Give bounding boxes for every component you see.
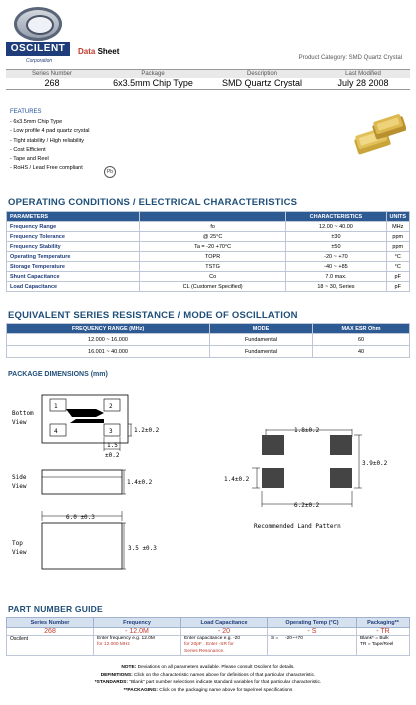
product-category: Product Category: SMD Quartz Crystal	[298, 55, 402, 61]
param-link[interactable]: Frequency Range	[7, 222, 140, 232]
series-number: 268	[44, 78, 60, 88]
pin-label: 1	[54, 403, 58, 410]
param-link[interactable]: Load Capacitance	[7, 282, 140, 292]
table-row: Operating Temperature TOPR -20 ~ +70 °C	[7, 252, 410, 262]
note-line: *STANDARDS: "Blank" part number selections indicate standard variables for that particular characteristic.	[94, 680, 322, 686]
svg-text:View: View	[12, 419, 27, 426]
table-header-row: Series Number Frequency Load Capacitance Operating Temp (°C) Packaging**	[7, 618, 410, 628]
dim-height: 1.4±0.2	[127, 479, 153, 486]
param-link[interactable]: Frequency Stability	[7, 242, 140, 252]
feature-item: - Tight stability / High reliability	[10, 137, 84, 144]
part-desc-row: Oscilent Enter frequency e.g. 12.0M for 12.000 MHz Enter capacitance e.g. -20 for 20pF . Enter -SR for Series Resonance. S = -20~+70 Blank* = Bulk TR = Tape/Reel	[7, 636, 410, 656]
feature-item: - Tape and Reel	[10, 156, 49, 163]
pin-label: 3	[109, 428, 113, 435]
land-pad	[262, 435, 284, 455]
dim-land-right: 3.9±0.2	[362, 460, 388, 467]
dim-land-bottom: 6.2±0.2	[294, 502, 320, 509]
top-view-label: Top	[12, 540, 23, 547]
code-temp: - S	[268, 628, 357, 636]
dim-pad-width: 1.2±0.2	[134, 427, 160, 434]
package-drawing	[0, 385, 416, 595]
features-title: FEATURES	[10, 109, 42, 115]
param-link[interactable]: Frequency Tolerance	[7, 232, 140, 242]
pin-label: 2	[109, 403, 113, 410]
param-link[interactable]: Storage Temperature	[7, 262, 140, 272]
note-line: **PACKAGING: Click on the packaging name above for tape/reel specifications	[123, 687, 293, 693]
op-conditions-title: OPERATING CONDITIONS / ELECTRICAL CHARACTERISTICS	[8, 197, 298, 208]
dim-pad-gap-tol: ±0.2	[105, 452, 120, 459]
product-description: SMD Quartz Crystal	[221, 78, 302, 88]
dim-land-top: 1.8±0.2	[294, 427, 320, 434]
table-row: 16.001 ~ 40.000 Fundamental 40	[7, 346, 410, 358]
dim-pad-gap: 1.5	[107, 442, 118, 449]
features-list	[10, 118, 89, 174]
land-pad	[262, 468, 284, 488]
part-code-row	[7, 628, 410, 636]
pin-label: 4	[54, 428, 58, 435]
op-conditions-table	[6, 211, 410, 292]
land-pattern-caption: Recommended Land Pattern	[254, 523, 341, 530]
code-series: 268	[7, 628, 94, 636]
top-view-body	[42, 523, 122, 569]
table-row: Frequency Tolerance @ 25°C ±30 ppm	[7, 232, 410, 242]
svg-text:View: View	[12, 549, 27, 556]
dim-length: 6.0 ±0.3	[66, 514, 95, 521]
table-header-row: PARAMETERS CHARACTERISTICS UNITS	[7, 212, 410, 222]
dim-width: 3.5 ±0.3	[128, 545, 157, 552]
package-type: 6x3.5mm Chip Type	[113, 78, 193, 88]
table-row: Frequency Range fo 12.00 ~ 40.00 MHz	[7, 222, 410, 232]
table-row: Load Capacitance CL (Customer Specified) 18 ~ 30, Series pF	[7, 282, 410, 292]
last-modified: July 28 2008	[337, 78, 389, 88]
esr-title: EQUIVALENT SERIES RESISTANCE / MODE OF OSCILLATION	[8, 310, 298, 321]
note-line: NOTE: Deviations on all parameters available. Please consult Oscilent for details.	[121, 665, 295, 670]
logo-wordmark: OSCILENT	[6, 42, 70, 56]
table-row: Storage Temperature TSTG -40 ~ +85 °C	[7, 262, 410, 272]
part-guide-title: PART NUMBER GUIDE	[8, 604, 103, 614]
info-header-modified: Last Modified	[345, 71, 381, 77]
feature-item: - RoHS / Lead Free compliant	[10, 165, 83, 172]
rohs-pb-free-icon: Pb	[104, 166, 116, 178]
feature-item: - Cost Efficient	[10, 146, 46, 153]
table-row: Shunt Capacitance Co 7.0 max. pF	[7, 272, 410, 282]
code-packaging: - TR	[357, 628, 410, 636]
bottom-view-label: Bottom	[12, 410, 34, 417]
side-view-body	[42, 470, 122, 494]
feature-item: - 6x3.5mm Chip Type	[10, 119, 63, 125]
logo-corporation: Corporation	[26, 58, 53, 64]
part-guide-table	[6, 617, 410, 656]
doc-title: Data Sheet	[78, 47, 120, 56]
table-header-row: FREQUENCY RANGE (MHz) MODE MAX ESR Ohm	[7, 324, 410, 334]
table-row: 12.000 ~ 16.000 Fundamental 60	[7, 334, 410, 346]
code-load: - 20	[181, 628, 268, 636]
esr-table	[6, 323, 410, 358]
note-line: DEFINITIONS: Click on the characteristic names above for definitions of that particular characteristic.	[100, 672, 316, 678]
package-title: PACKAGE DIMENSIONS (mm)	[8, 371, 108, 378]
code-frequency: - 12.0M	[94, 628, 181, 636]
table-row: Frequency Stability Ta = -20 +70°C ±50 ppm	[7, 242, 410, 252]
dim-land-left: 1.4±0.2	[224, 476, 250, 483]
info-values-row	[6, 77, 410, 90]
oscilent-logo[interactable]	[6, 4, 70, 66]
param-link[interactable]: Operating Temperature	[7, 252, 140, 262]
part-guide-notes	[6, 664, 410, 694]
info-header-package: Package	[141, 71, 165, 77]
crystal-product-image	[350, 114, 406, 162]
feature-item: - Low profile 4 pad quartz crystal	[10, 128, 90, 135]
param-link[interactable]: Shunt Capacitance	[7, 272, 140, 282]
land-pad	[330, 435, 352, 455]
info-header-description: Description	[246, 71, 277, 77]
pad-connection-shape	[66, 409, 104, 417]
svg-text:View: View	[12, 483, 27, 490]
side-view-label: Side	[12, 474, 27, 481]
info-header-series: Series Number	[31, 71, 72, 77]
land-pad	[330, 468, 352, 488]
